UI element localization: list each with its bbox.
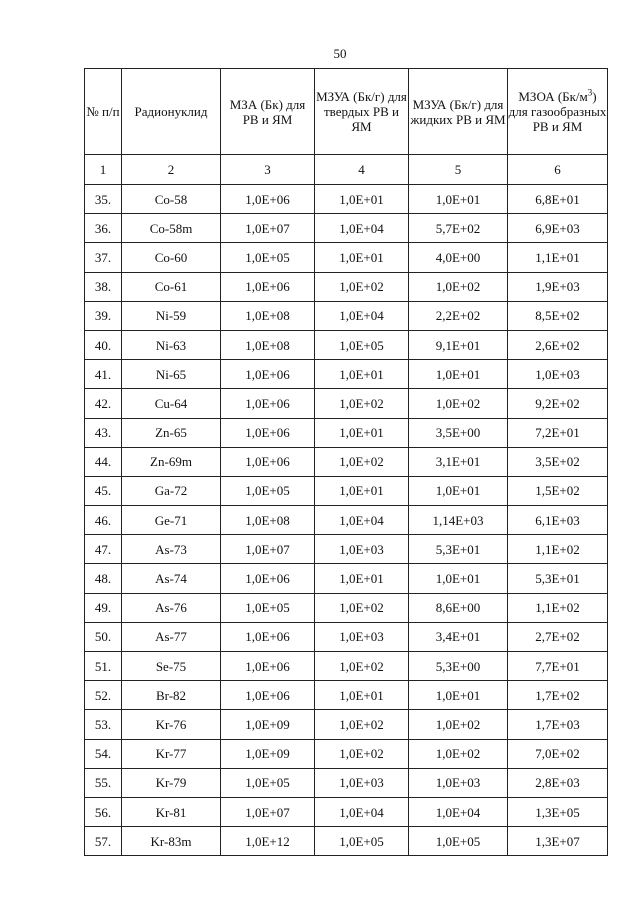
mzua-solid-cell: 1,0E+04 — [315, 506, 409, 535]
mzua-liquid-cell: 5,3E+01 — [409, 535, 508, 564]
mzua-liquid-cell: 5,7E+02 — [409, 214, 508, 243]
radionuclide-cell: As-77 — [122, 622, 221, 651]
mzoa-gas-cell: 5,3E+01 — [508, 564, 608, 593]
radionuclide-cell: Co-58 — [122, 185, 221, 214]
row-number-cell: 45. — [85, 476, 122, 505]
mzua-solid-cell: 1,0E+04 — [315, 214, 409, 243]
mzoa-gas-cell: 1,7E+02 — [508, 681, 608, 710]
row-number-cell: 51. — [85, 652, 122, 681]
mzua-liquid-cell: 3,5E+00 — [409, 418, 508, 447]
mzua-liquid-cell: 1,0E+02 — [409, 710, 508, 739]
column-number-cell: 4 — [315, 155, 409, 185]
row-number-cell: 42. — [85, 389, 122, 418]
mzoa-gas-cell: 9,2E+02 — [508, 389, 608, 418]
table-row — [85, 418, 608, 447]
mzua-liquid-cell: 3,4E+01 — [409, 622, 508, 651]
radionuclide-cell: Co-58m — [122, 214, 221, 243]
mzua-liquid-cell: 1,0E+03 — [409, 768, 508, 797]
row-number-cell: 55. — [85, 768, 122, 797]
radionuclide-cell: Kr-77 — [122, 739, 221, 768]
mza-cell: 1,0E+05 — [221, 243, 315, 272]
column-number-cell: 1 — [85, 155, 122, 185]
row-number-cell: 44. — [85, 447, 122, 476]
mzua-liquid-cell: 1,14E+03 — [409, 506, 508, 535]
mzua-liquid-cell: 1,0E+01 — [409, 476, 508, 505]
mzua-solid-cell: 1,0E+01 — [315, 360, 409, 389]
row-number-cell: 49. — [85, 593, 122, 622]
mzoa-gas-cell: 1,1E+02 — [508, 535, 608, 564]
mzua-solid-cell: 1,0E+01 — [315, 418, 409, 447]
mza-cell: 1,0E+05 — [221, 593, 315, 622]
mza-cell: 1,0E+06 — [221, 681, 315, 710]
table-row — [85, 185, 608, 214]
column-number-cell: 3 — [221, 155, 315, 185]
table-row — [85, 622, 608, 651]
mza-cell: 1,0E+05 — [221, 476, 315, 505]
table-row — [85, 360, 608, 389]
radionuclide-cell: Ga-72 — [122, 476, 221, 505]
radionuclide-table — [84, 68, 608, 856]
mzoa-gas-cell: 1,3E+07 — [508, 827, 608, 856]
radionuclide-cell: Zn-65 — [122, 418, 221, 447]
mzua-liquid-cell: 1,0E+02 — [409, 739, 508, 768]
mza-cell: 1,0E+09 — [221, 739, 315, 768]
mza-cell: 1,0E+06 — [221, 185, 315, 214]
mzua-solid-cell: 1,0E+04 — [315, 301, 409, 330]
column-number-row — [85, 155, 608, 185]
row-number-cell: 36. — [85, 214, 122, 243]
radionuclide-cell: Ni-59 — [122, 301, 221, 330]
row-number-cell: 53. — [85, 710, 122, 739]
table-row — [85, 535, 608, 564]
mzua-solid-cell: 1,0E+02 — [315, 652, 409, 681]
row-number-cell: 48. — [85, 564, 122, 593]
header-mzoa-suffix: ) для газообразных РВ и ЯМ — [508, 89, 607, 134]
mzua-solid-cell: 1,0E+02 — [315, 739, 409, 768]
radionuclide-cell: Br-82 — [122, 681, 221, 710]
mzua-liquid-cell: 1,0E+05 — [409, 827, 508, 856]
table-row — [85, 272, 608, 301]
table-row — [85, 652, 608, 681]
table-row — [85, 330, 608, 359]
mza-cell: 1,0E+07 — [221, 214, 315, 243]
table-row — [85, 768, 608, 797]
header-mzoa-gas — [508, 69, 608, 155]
row-number-cell: 56. — [85, 797, 122, 826]
radionuclide-cell: Se-75 — [122, 652, 221, 681]
mza-cell: 1,0E+06 — [221, 272, 315, 301]
mzua-solid-cell: 1,0E+03 — [315, 535, 409, 564]
mzua-liquid-cell: 1,0E+01 — [409, 564, 508, 593]
row-number-cell: 50. — [85, 622, 122, 651]
table-row — [85, 301, 608, 330]
mzua-solid-cell: 1,0E+01 — [315, 185, 409, 214]
mzua-solid-cell: 1,0E+03 — [315, 768, 409, 797]
row-number-cell: 43. — [85, 418, 122, 447]
mzoa-gas-cell: 1,5E+02 — [508, 476, 608, 505]
mzua-liquid-cell: 3,1E+01 — [409, 447, 508, 476]
radionuclide-cell: Co-60 — [122, 243, 221, 272]
radionuclide-cell: As-76 — [122, 593, 221, 622]
header-mzua-liquid: МЗУА (Бк/г) для жидких РВ и ЯМ — [409, 69, 508, 155]
header-mza: МЗА (Бк) для РВ и ЯМ — [221, 69, 315, 155]
mza-cell: 1,0E+07 — [221, 797, 315, 826]
table-row — [85, 476, 608, 505]
mzua-solid-cell: 1,0E+01 — [315, 243, 409, 272]
row-number-cell: 40. — [85, 330, 122, 359]
mzoa-gas-cell: 1,9E+03 — [508, 272, 608, 301]
header-row — [85, 69, 608, 155]
mzoa-gas-cell: 7,7E+01 — [508, 652, 608, 681]
table-row — [85, 243, 608, 272]
mza-cell: 1,0E+05 — [221, 768, 315, 797]
mzoa-gas-cell: 1,3E+05 — [508, 797, 608, 826]
table-row — [85, 681, 608, 710]
mzua-solid-cell: 1,0E+02 — [315, 447, 409, 476]
mzoa-gas-cell: 3,5E+02 — [508, 447, 608, 476]
mzoa-gas-cell: 2,8E+03 — [508, 768, 608, 797]
radionuclide-cell: Ni-65 — [122, 360, 221, 389]
radionuclide-cell: Kr-83m — [122, 827, 221, 856]
row-number-cell: 35. — [85, 185, 122, 214]
mzua-liquid-cell: 1,0E+01 — [409, 681, 508, 710]
mzua-solid-cell: 1,0E+05 — [315, 330, 409, 359]
mza-cell: 1,0E+08 — [221, 506, 315, 535]
table-row — [85, 389, 608, 418]
table-row — [85, 739, 608, 768]
mzoa-gas-cell: 7,0E+02 — [508, 739, 608, 768]
row-number-cell: 41. — [85, 360, 122, 389]
mzua-liquid-cell: 1,0E+02 — [409, 272, 508, 301]
header-number: № п/п — [85, 69, 122, 155]
mzoa-gas-cell: 6,1E+03 — [508, 506, 608, 535]
radionuclide-cell: Kr-81 — [122, 797, 221, 826]
header-mzua-solid: МЗУА (Бк/г) для твердых РВ и ЯМ — [315, 69, 409, 155]
header-mzoa-superscript: 3 — [587, 87, 593, 98]
page-number: 50 — [333, 46, 347, 61]
mzua-solid-cell: 1,0E+02 — [315, 272, 409, 301]
mzua-liquid-cell: 1,0E+04 — [409, 797, 508, 826]
mzua-liquid-cell: 2,2E+02 — [409, 301, 508, 330]
mza-cell: 1,0E+08 — [221, 330, 315, 359]
mzua-solid-cell: 1,0E+01 — [315, 476, 409, 505]
radionuclide-cell: Kr-76 — [122, 710, 221, 739]
mzua-solid-cell: 1,0E+02 — [315, 593, 409, 622]
header-mzoa-prefix: МЗОА (Бк/м — [518, 89, 588, 104]
mza-cell: 1,0E+12 — [221, 827, 315, 856]
mzoa-gas-cell: 6,9E+03 — [508, 214, 608, 243]
mzua-solid-cell: 1,0E+05 — [315, 827, 409, 856]
row-number-cell: 37. — [85, 243, 122, 272]
mzoa-gas-cell: 6,8E+01 — [508, 185, 608, 214]
mza-cell: 1,0E+07 — [221, 535, 315, 564]
mzua-solid-cell: 1,0E+04 — [315, 797, 409, 826]
row-number-cell: 47. — [85, 535, 122, 564]
row-number-cell: 39. — [85, 301, 122, 330]
mza-cell: 1,0E+06 — [221, 418, 315, 447]
mzua-solid-cell: 1,0E+01 — [315, 564, 409, 593]
mzua-solid-cell: 1,0E+01 — [315, 681, 409, 710]
radionuclide-cell: Ge-71 — [122, 506, 221, 535]
mza-cell: 1,0E+06 — [221, 622, 315, 651]
row-number-cell: 38. — [85, 272, 122, 301]
mzoa-gas-cell: 8,5E+02 — [508, 301, 608, 330]
table-row — [85, 710, 608, 739]
table-row — [85, 564, 608, 593]
mzua-liquid-cell: 8,6E+00 — [409, 593, 508, 622]
radionuclide-cell: Co-61 — [122, 272, 221, 301]
table-row — [85, 506, 608, 535]
mzua-liquid-cell: 5,3E+00 — [409, 652, 508, 681]
radionuclide-cell: Ni-63 — [122, 330, 221, 359]
mzua-liquid-cell: 9,1E+01 — [409, 330, 508, 359]
mzua-solid-cell: 1,0E+02 — [315, 389, 409, 418]
table-body — [85, 185, 608, 856]
mza-cell: 1,0E+09 — [221, 710, 315, 739]
mza-cell: 1,0E+06 — [221, 447, 315, 476]
mzoa-gas-cell: 2,6E+02 — [508, 330, 608, 359]
mzua-liquid-cell: 4,0E+00 — [409, 243, 508, 272]
table-row — [85, 593, 608, 622]
radionuclide-cell: As-73 — [122, 535, 221, 564]
mza-cell: 1,0E+06 — [221, 652, 315, 681]
table-row — [85, 447, 608, 476]
row-number-cell: 52. — [85, 681, 122, 710]
table-row — [85, 214, 608, 243]
radionuclide-cell: Zn-69m — [122, 447, 221, 476]
mza-cell: 1,0E+06 — [221, 389, 315, 418]
column-number-cell: 2 — [122, 155, 221, 185]
table-row — [85, 827, 608, 856]
table-row — [85, 797, 608, 826]
radionuclide-cell: Cu-64 — [122, 389, 221, 418]
radionuclide-cell: As-74 — [122, 564, 221, 593]
mzoa-gas-cell: 1,1E+02 — [508, 593, 608, 622]
mzua-liquid-cell: 1,0E+02 — [409, 389, 508, 418]
header-radionuclide: Радионуклид — [122, 69, 221, 155]
mzoa-gas-cell: 1,0E+03 — [508, 360, 608, 389]
column-number-cell: 5 — [409, 155, 508, 185]
mzoa-gas-cell: 7,2E+01 — [508, 418, 608, 447]
row-number-cell: 57. — [85, 827, 122, 856]
mzua-liquid-cell: 1,0E+01 — [409, 185, 508, 214]
mzoa-gas-cell: 2,7E+02 — [508, 622, 608, 651]
mzua-solid-cell: 1,0E+03 — [315, 622, 409, 651]
column-number-cell: 6 — [508, 155, 608, 185]
mzoa-gas-cell: 1,1E+01 — [508, 243, 608, 272]
mza-cell: 1,0E+08 — [221, 301, 315, 330]
mzoa-gas-cell: 1,7E+03 — [508, 710, 608, 739]
row-number-cell: 54. — [85, 739, 122, 768]
mzua-liquid-cell: 1,0E+01 — [409, 360, 508, 389]
mza-cell: 1,0E+06 — [221, 564, 315, 593]
radionuclide-cell: Kr-79 — [122, 768, 221, 797]
mza-cell: 1,0E+06 — [221, 360, 315, 389]
mzua-solid-cell: 1,0E+02 — [315, 710, 409, 739]
row-number-cell: 46. — [85, 506, 122, 535]
